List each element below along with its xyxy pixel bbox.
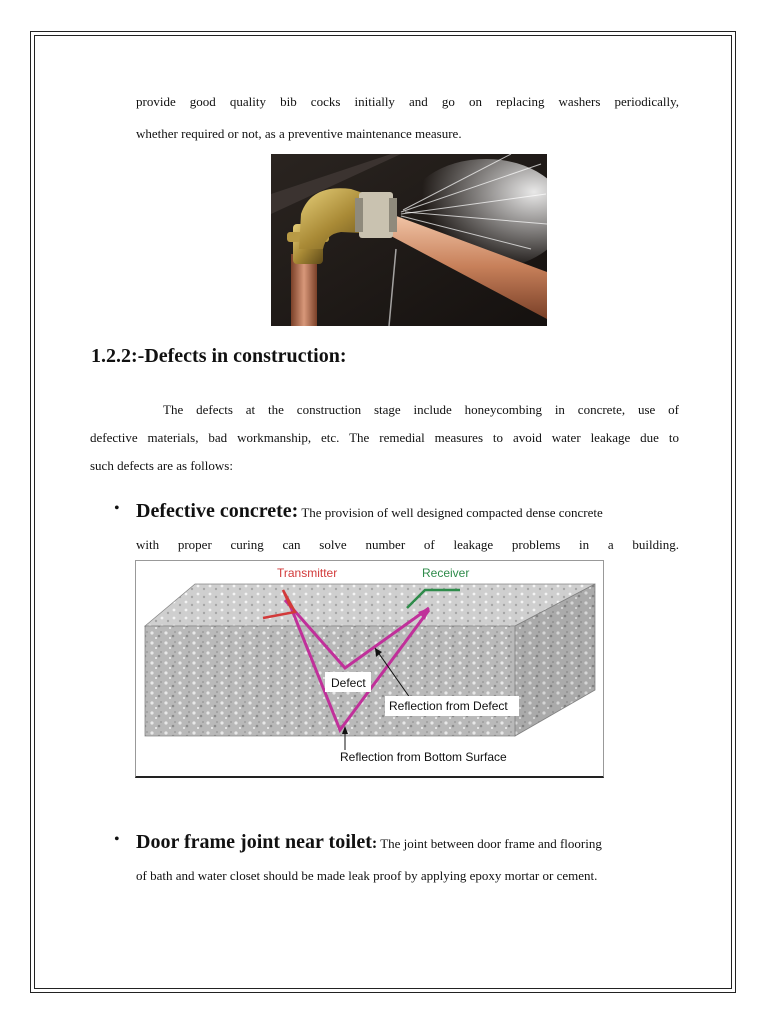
bullet-text: The provision of well designed compacted dense concrete xyxy=(301,505,603,520)
label-receiver: Receiver xyxy=(422,566,470,580)
bullet-defective-concrete xyxy=(136,496,679,528)
bullet-door-frame-joint xyxy=(136,827,679,859)
leaking-pipe-photo xyxy=(271,154,547,326)
section-para-line-3: such defects are as follows: xyxy=(90,458,233,473)
bullet-text-line-2: of bath and water closet should be made leak proof by applying epoxy mortar or cement. xyxy=(136,868,598,883)
intro-line-2: whether required or not, as a preventive maintenance measure. xyxy=(136,126,462,141)
bullet-title: Door frame joint near toilet xyxy=(136,831,372,853)
bullet-marker: • xyxy=(114,500,120,517)
bullet-title: Defective concrete: xyxy=(136,500,299,522)
bullet-marker: • xyxy=(114,831,120,848)
bullet-title-colon: : xyxy=(371,835,378,852)
diagram-frame xyxy=(135,560,604,778)
label-defect: Defect xyxy=(331,676,366,690)
bullet-text-line-2: with proper curing can solve number of leakage problems in a building. xyxy=(136,537,679,552)
intro-line-1: provide good quality bib cocks initially and go on replacing washers periodically, xyxy=(136,94,679,109)
label-transmitter: Transmitter xyxy=(277,566,338,580)
label-reflection-bottom: Reflection from Bottom Surface xyxy=(340,750,507,764)
section-para-line-1: The defects at the construction stage include honeycombing in concrete, use of xyxy=(163,402,679,417)
label-reflection-defect: Reflection from Defect xyxy=(389,699,508,713)
section-heading: 1.2.2:-Defects in construction: xyxy=(91,345,347,367)
bullet-text: The joint between door frame and flooring xyxy=(380,836,602,851)
section-para-line-2: defective materials, bad workmanship, etc. The remedial measures to avoid water leakage due to xyxy=(90,430,679,445)
